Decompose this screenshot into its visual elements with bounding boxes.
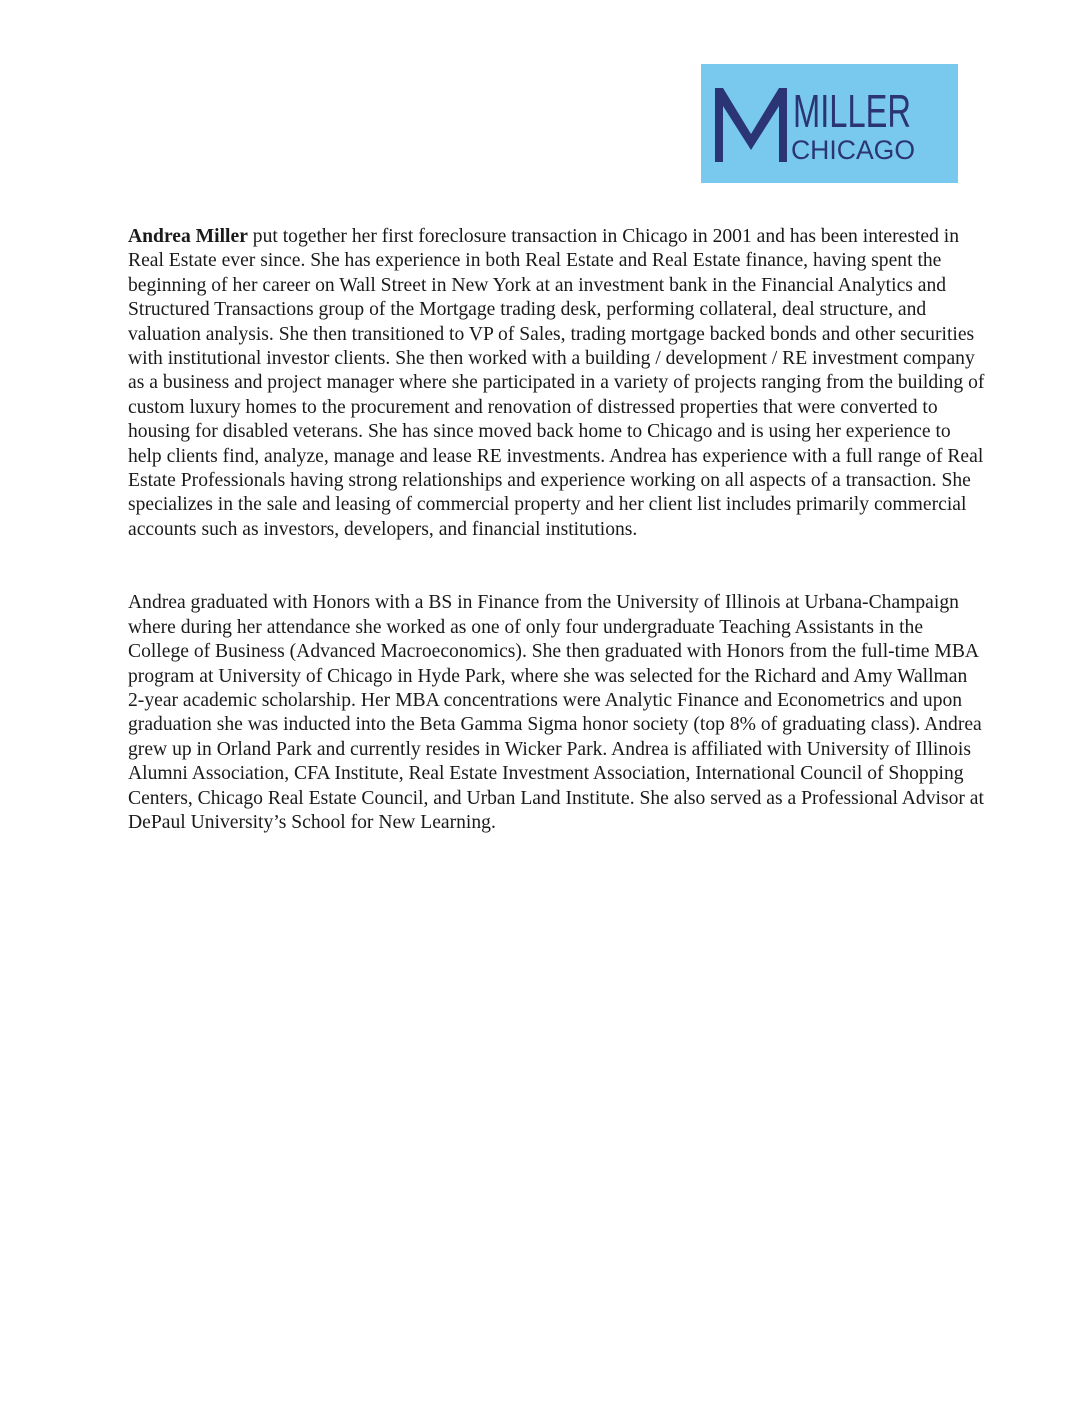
bio-paragraph-2: Andrea graduated with Honors with a BS in Finance from the University of Illinois at Urbana-Champaign where during her attendance she worked as one of only four undergraduate Teaching Assistants in the College of Business (Advanced Macroeconomics). She then graduated with Honors from the full-time MBA program at University of Chicago in Hyde Park, where she was selected for the Richard and Amy Wallman 2-year academic scholarship. Her MBA concentrations were Analytic Finance and Econometrics and upon graduation she was inducted into the Beta Gamma Sigma honor society (top 8% of graduating class). Andrea grew up in Orland Park and currently resides in Wicker Park. Andrea is affiliated with University of Illinois Alumni Association, CFA Institute, Real Estate Investment Association, International Council of Shopping Centers, Chicago Real Estate Council, and Urban Land Institute. She also served as a Professional Advisor at DePaul University’s School for New Learning. xyxy=(128,592,984,833)
logo-line1: MILLER xyxy=(793,85,911,137)
logo-line2: CHICAGO xyxy=(791,135,915,165)
logo-m-glyph xyxy=(715,88,787,162)
miller-chicago-logo xyxy=(701,64,958,183)
bio-name: Andrea Miller xyxy=(128,226,248,247)
paragraph-spacer xyxy=(128,542,988,591)
logo-mark xyxy=(709,84,939,164)
bio-paragraph-1-text: put together her first foreclosure transaction in Chicago in 2001 and has been interested in Real Estate ever since. She has experience in both Real Estate and Real Estate finance, having spent the beginning of her career on Wall Street in New York at an investment bank in the Financial Analytics and Structured Transactions group of the Mortgage trading desk, performing collateral, deal structure, and valuation analysis. She then transitioned to VP of Sales, trading mortgage backed bonds and other securities with institutional investor clients. She then worked with a building / development / RE investment company as a business and project manager where she participated in a variety of projects ranging from the building of custom luxury homes to the procurement and renovation of distressed properties that were converted to housing for disabled veterans. She has since moved back home to Chicago and is using her experience to help clients find, analyze, manage and lease RE investments. Andrea has experience with a full range of Real Estate Professionals having strong relationships and experience working on all aspects of a transaction. She specializes in the sale and leasing of commercial property and her client list includes primarily commercial accounts such as investors, developers, and financial institutions. xyxy=(128,226,985,540)
bio-text xyxy=(128,225,988,835)
bio-paragraph-1 xyxy=(128,225,988,542)
